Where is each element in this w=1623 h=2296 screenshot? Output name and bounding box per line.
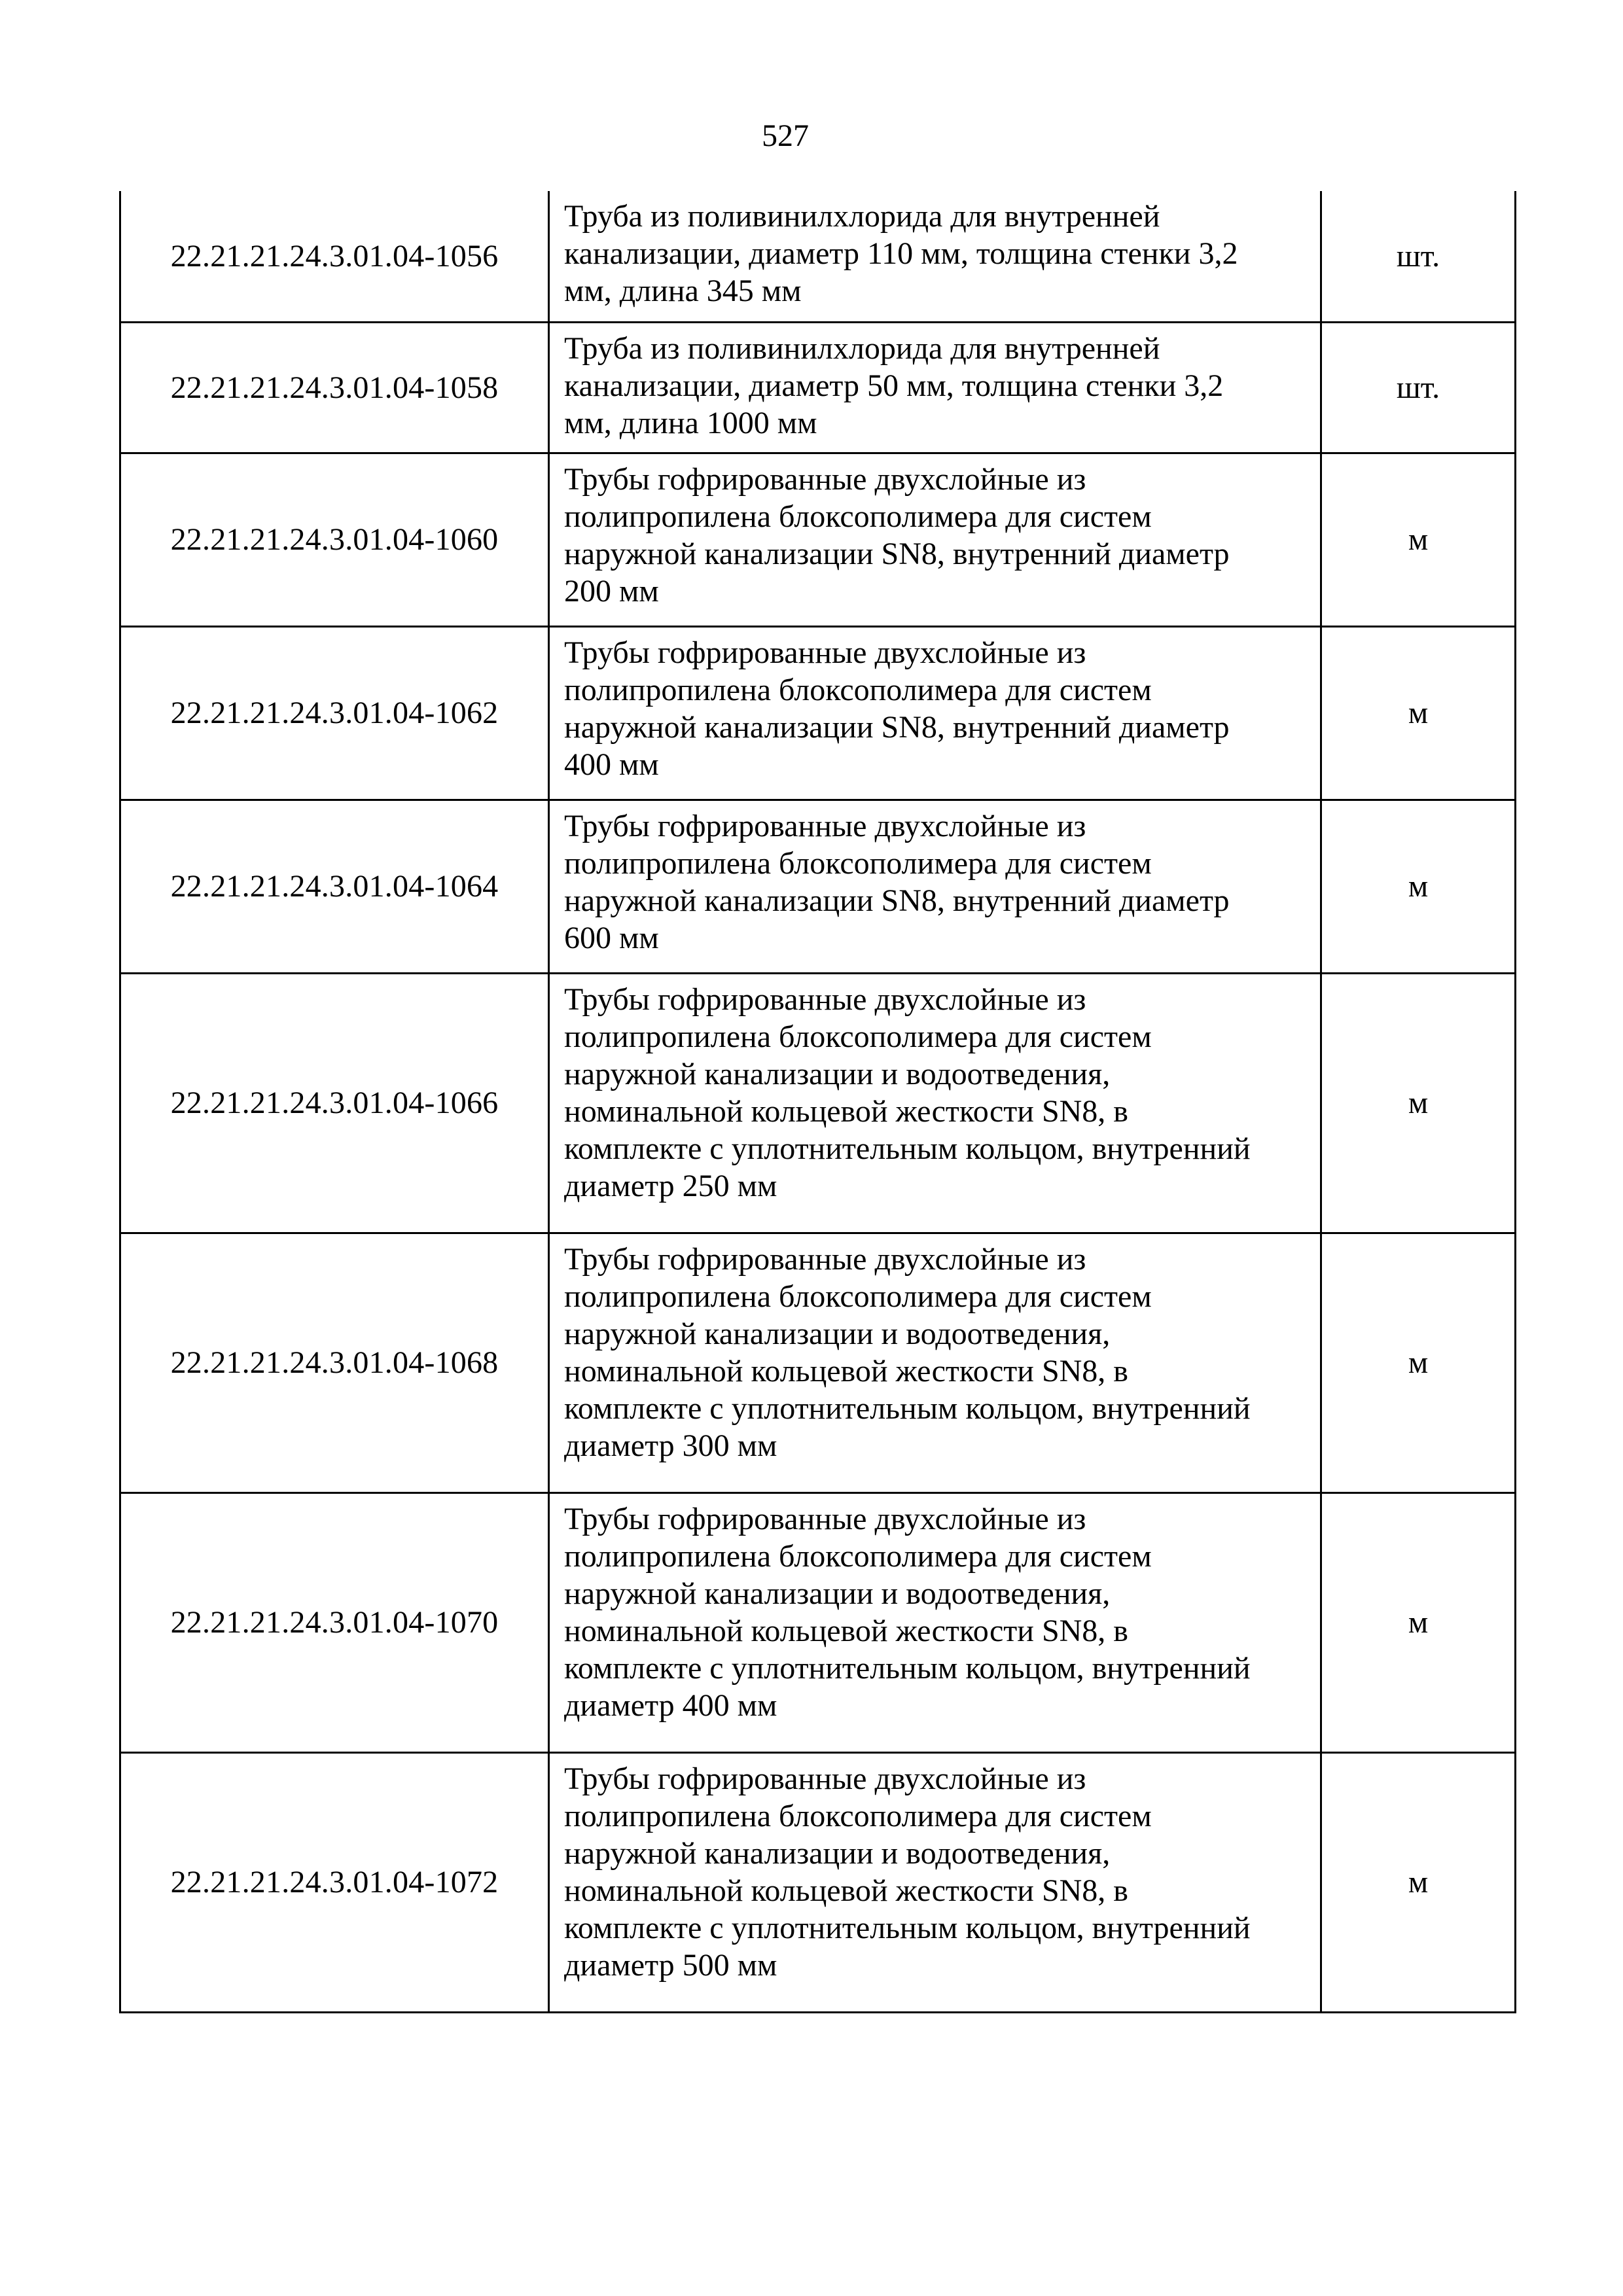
resource-code: 22.21.21.24.3.01.04-1056 [120,191,549,322]
resource-description-text: Трубы гофрированные двухслойные из полипропилена блоксополимера для систем наружной канализации и водоотведения, номинальной кольцевой жесткости SN8, в комплекте с уплотнительным кольцом, внутренний диаметр 500 мм [564,1761,1251,1983]
resource-code: 22.21.21.24.3.01.04-1062 [120,626,549,800]
table-row [120,1752,1516,2012]
resource-description-text: Труба из поливинилхлорида для внутренней канализации, диаметр 50 мм, толщина стенки 3,2 мм, длина 1000 мм [564,330,1224,440]
resource-description [549,626,1321,800]
resource-description-text: Трубы гофрированные двухслойные из полипропилена блоксополимера для систем наружной канализации SN8, внутренний диаметр 600 мм [564,808,1230,955]
table-row [120,453,1516,626]
resource-unit: м [1321,626,1516,800]
resource-unit: м [1321,800,1516,973]
resource-unit: м [1321,1233,1516,1492]
resource-description [549,453,1321,626]
resource-description-text: Трубы гофрированные двухслойные из полипропилена блоксополимера для систем наружной канализации и водоотведения, номинальной кольцевой жесткости SN8, в комплекте с уплотнительным кольцом, внутренний диаметр 250 мм [564,981,1251,1203]
table-row [120,1492,1516,1752]
resource-unit: м [1321,1492,1516,1752]
table-row [120,800,1516,973]
resource-code: 22.21.21.24.3.01.04-1064 [120,800,549,973]
resource-code: 22.21.21.24.3.01.04-1066 [120,973,549,1233]
table-row [120,1233,1516,1492]
table-row [120,626,1516,800]
resource-description-text: Труба из поливинилхлорида для внутренней канализации, диаметр 110 мм, толщина стенки 3,2 мм, длина 345 мм [564,199,1238,308]
resource-description [549,1233,1321,1492]
resource-code: 22.21.21.24.3.01.04-1058 [120,322,549,453]
resource-description-text: Трубы гофрированные двухслойные из полипропилена блоксополимера для систем наружной канализации SN8, внутренний диаметр 400 мм [564,635,1230,782]
resource-code: 22.21.21.24.3.01.04-1072 [120,1752,549,2012]
resource-description-text: Трубы гофрированные двухслойные из полипропилена блоксополимера для систем наружной канализации SN8, внутренний диаметр 200 мм [564,461,1230,609]
resource-unit: шт. [1321,191,1516,322]
resource-unit: м [1321,973,1516,1233]
table-row [120,973,1516,1233]
table-row [120,191,1516,322]
resource-code: 22.21.21.24.3.01.04-1070 [120,1492,549,1752]
resource-description [549,1752,1321,2012]
resource-unit: м [1321,453,1516,626]
resource-description [549,973,1321,1233]
table-row [120,322,1516,453]
resource-description [549,191,1321,322]
resource-code: 22.21.21.24.3.01.04-1068 [120,1233,549,1492]
resource-description-text: Трубы гофрированные двухслойные из полипропилена блоксополимера для систем наружной канализации и водоотведения, номинальной кольцевой жесткости SN8, в комплекте с уплотнительным кольцом, внутренний диаметр 400 мм [564,1501,1251,1723]
page-number: 527 [762,118,809,153]
resource-unit: м [1321,1752,1516,2012]
resource-table [119,191,1516,2013]
resource-description-text: Трубы гофрированные двухслойные из полипропилена блоксополимера для систем наружной канализации и водоотведения, номинальной кольцевой жесткости SN8, в комплекте с уплотнительным кольцом, внутренний диаметр 300 мм [564,1241,1251,1463]
resource-description [549,322,1321,453]
resource-unit: шт. [1321,322,1516,453]
resource-description [549,1492,1321,1752]
resource-description [549,800,1321,973]
resource-code: 22.21.21.24.3.01.04-1060 [120,453,549,626]
